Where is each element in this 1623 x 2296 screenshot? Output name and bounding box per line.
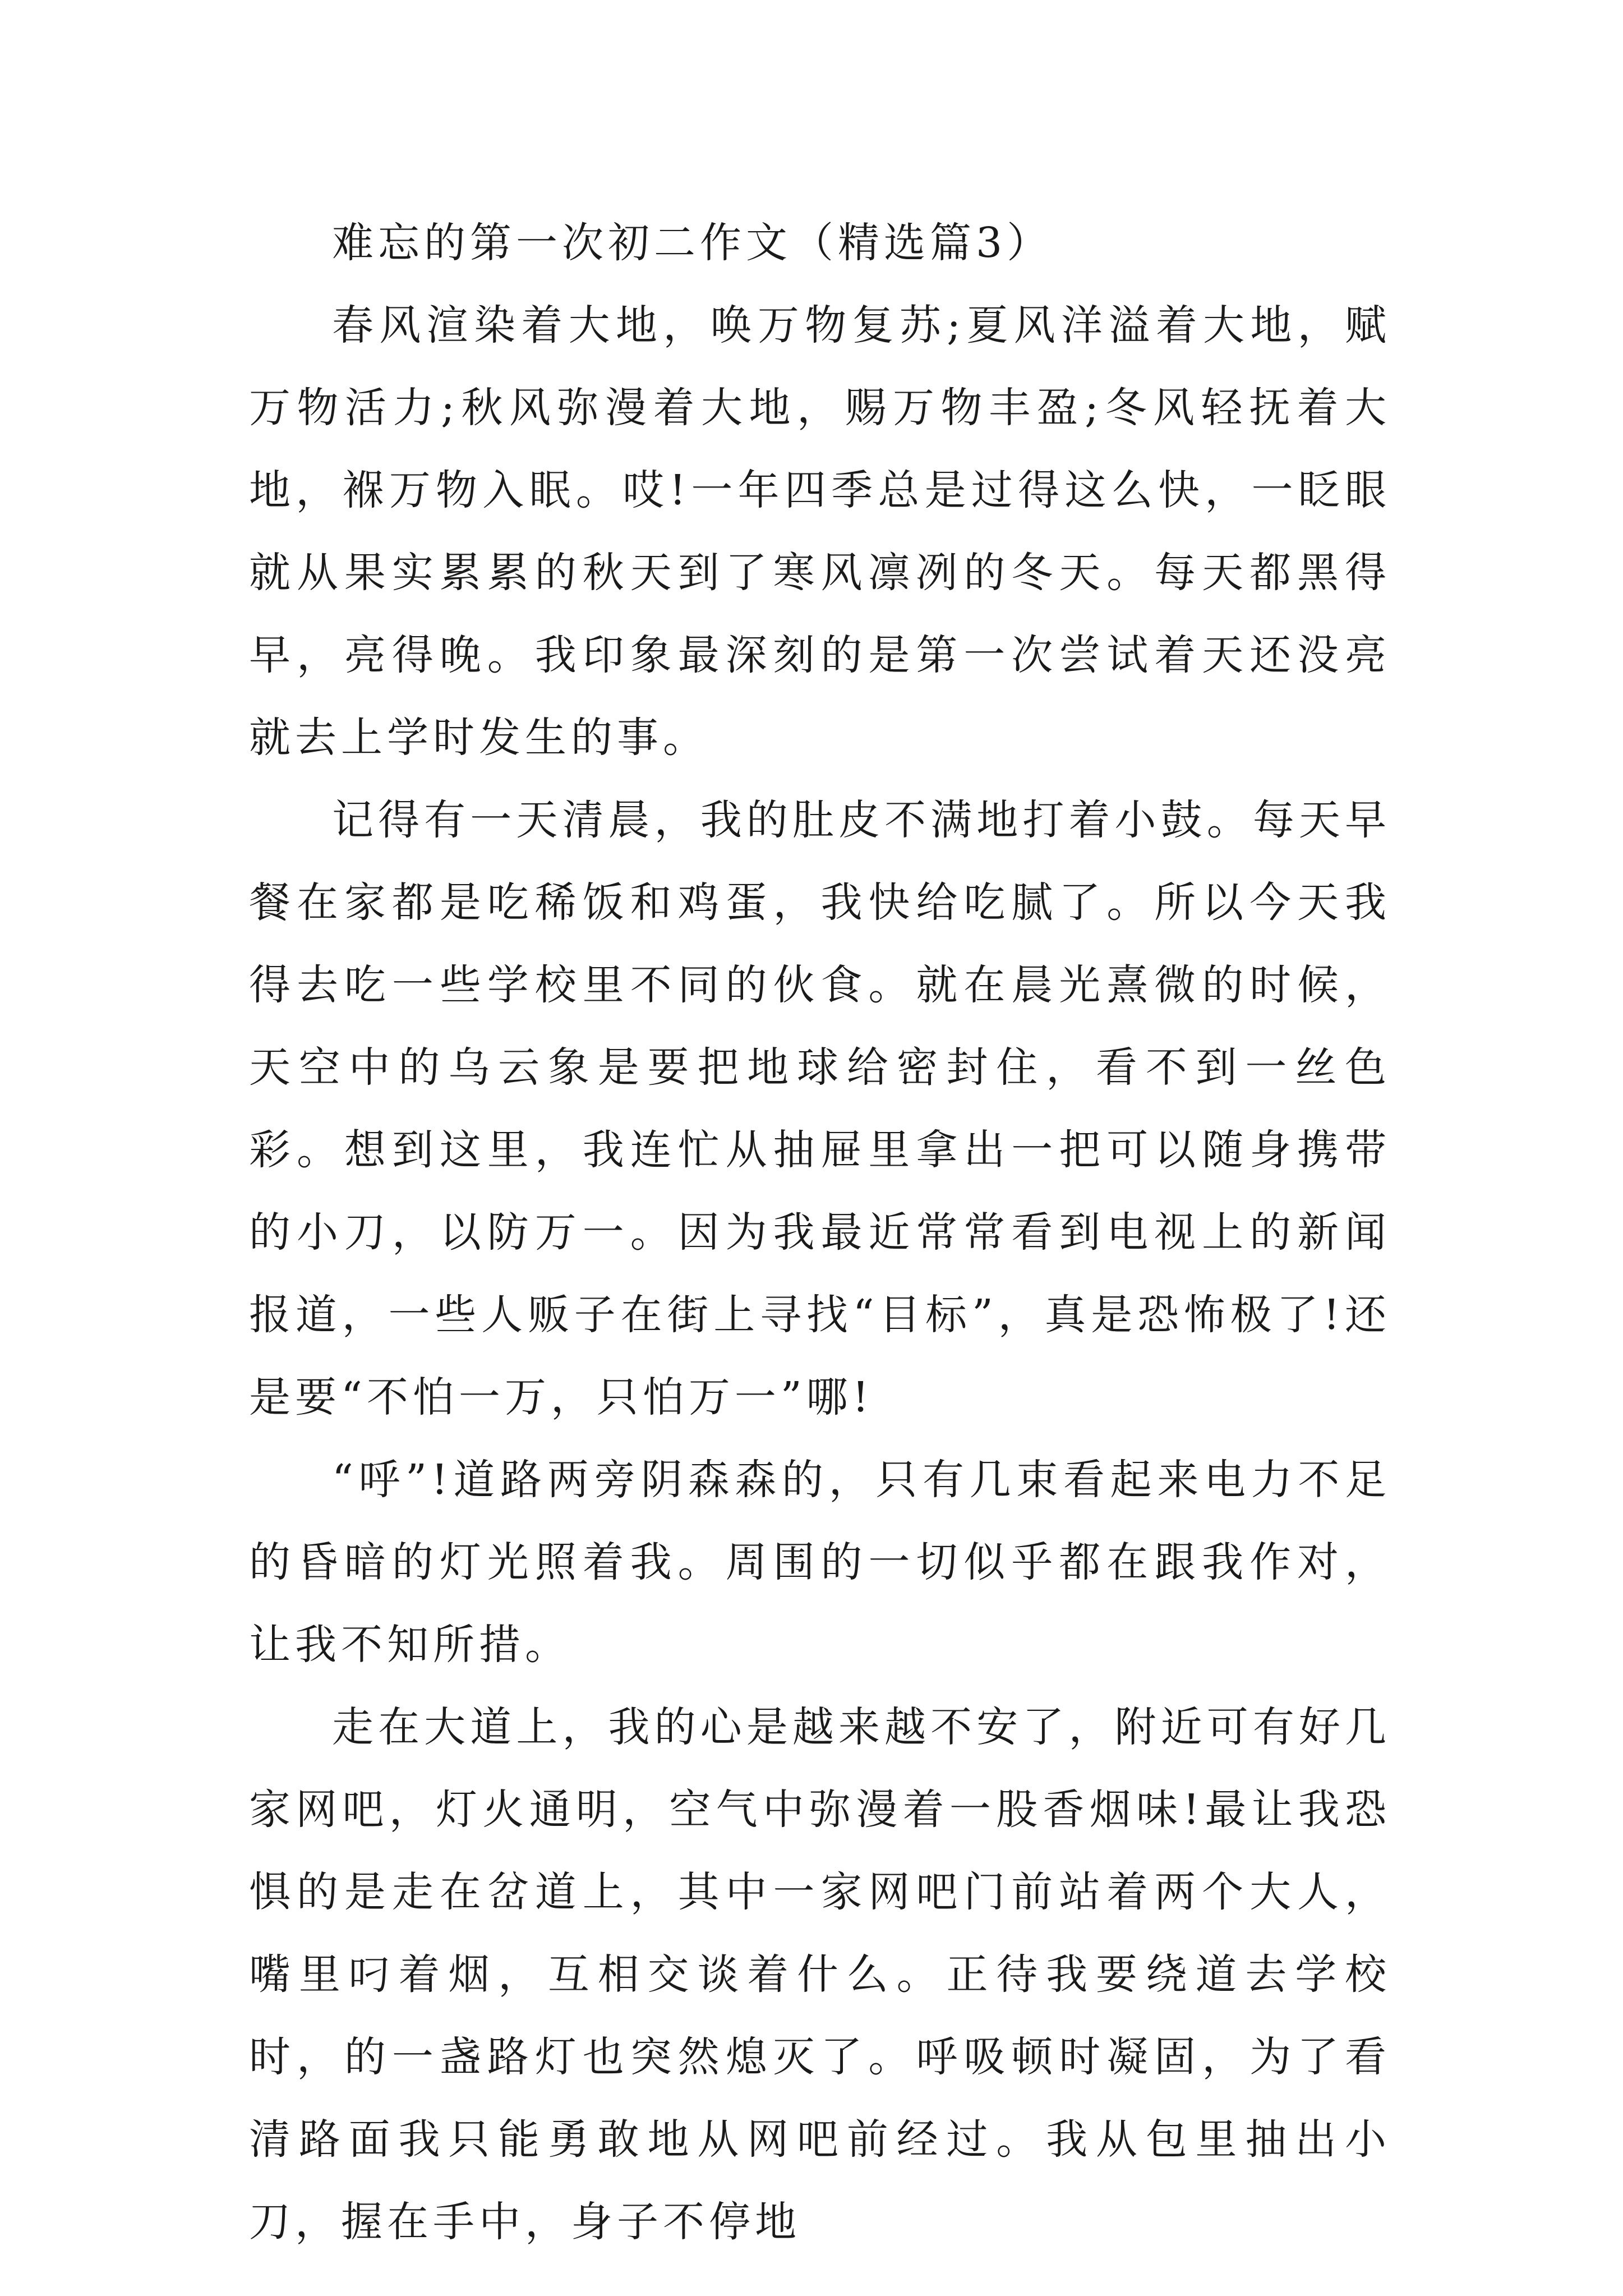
paragraph-1: 春风渲染着大地，唤万物复苏;夏风洋溢着大地，赋万物活力;秋风弥漫着大地，赐万物丰盈;冬风轻抚着大地，褓万物入眠。哎!一年四季总是过得这么快，一眨眼就从果实累累的秋天到了寒风凛冽的冬天。每天都黑得早，亮得晚。我印象最深刻的是第一次尝试着天还没亮就去上学时发生的事。 [249,301,1391,762]
paragraph-4: 走在大道上，我的心是越来越不安了，附近可有好几家网吧，灯火通明，空气中弥漫着一股香烟味!最让我恐惧的是走在岔道上，其中一家网吧门前站着两个大人，嘴里叼着烟，互相交谈着什么。正待我要绕道去学校时，的一盏路灯也突然熄灭了。呼吸顿时凝固，为了看清路面我只能勇敢地从网吧前经过。我从包里抽出小刀，握在手中，身子不停地 [249,1703,1391,2246]
paragraph-2: 记得有一天清晨，我的肚皮不满地打着小鼓。每天早餐在家都是吃稀饭和鸡蛋，我快给吃腻了。所以今天我得去吃一些学校里不同的伙食。就在晨光熹微的时候，天空中的乌云象是要把地球给密封住，看不到一丝色彩。想到这里，我连忙从抽屉里拿出一把可以随身携带的小刀，以防万一。因为我最近常常看到电视上的新闻报道，一些人贩子在街上寻找“目标”，真是恐怖极了!还是要“不怕一万，只怕万一”哪! [249,796,1391,1421]
document-title: 难忘的第一次初二作文（精选篇3） [332,219,1053,267]
document-body [249,202,1391,2263]
paragraph-3: “呼”!道路两旁阴森森的，只有几束看起来电力不足的昏暗的灯光照着我。周围的一切似乎都在跟我作对，让我不知所措。 [249,1456,1391,1669]
